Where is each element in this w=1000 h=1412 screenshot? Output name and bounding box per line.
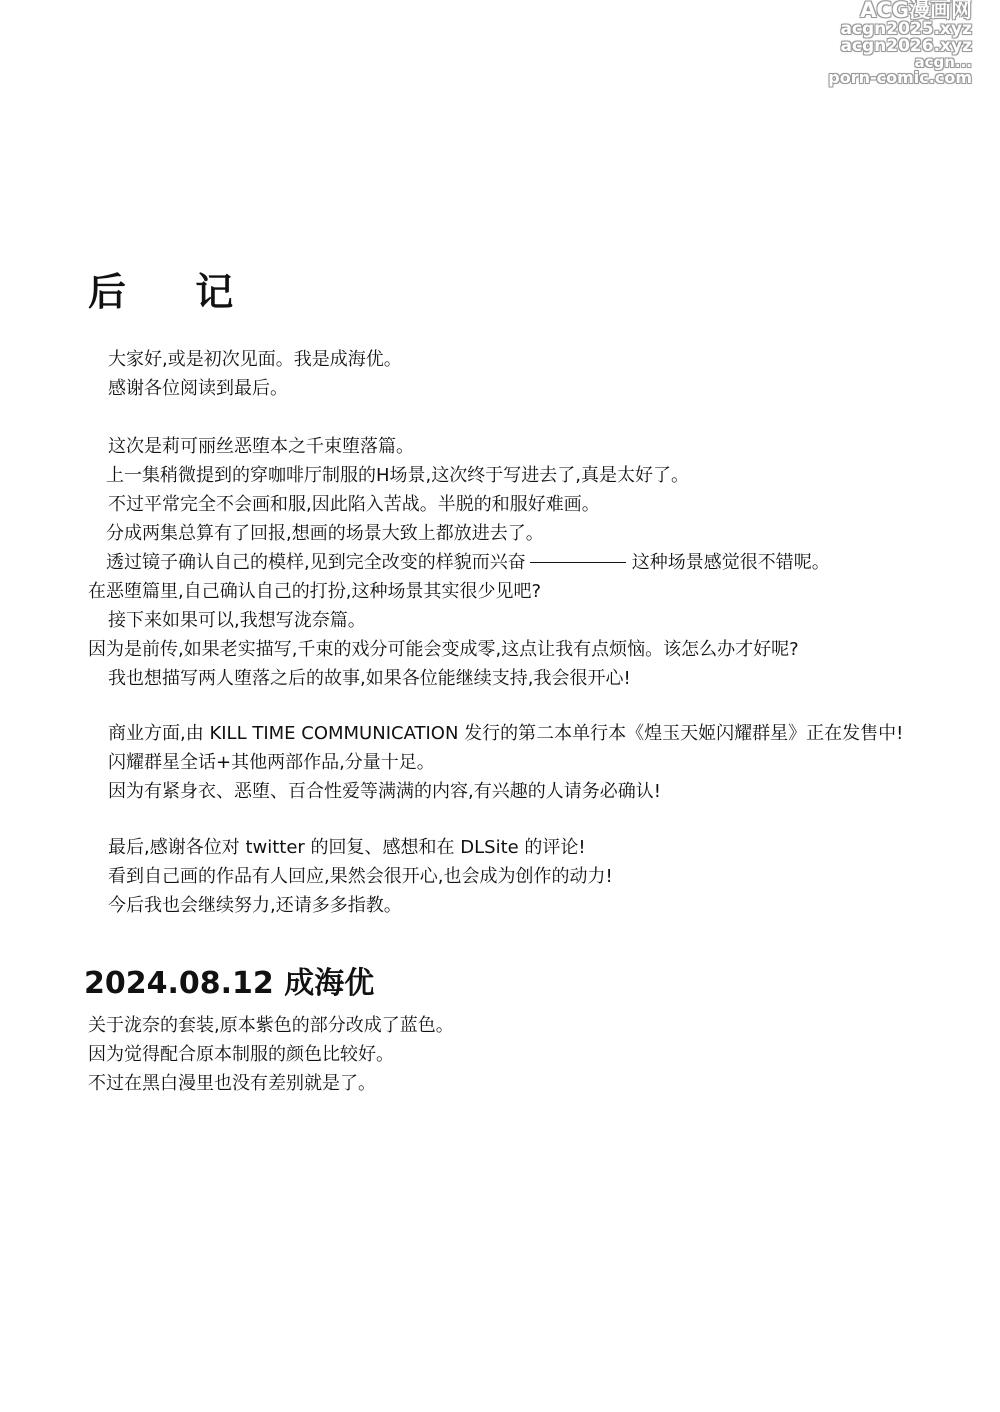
text-line [106, 551, 830, 575]
text-line: 大家好,或是初次见面。我是成海优。 [108, 349, 402, 370]
em-dash-rule [530, 562, 626, 564]
text-segment: 这种场景感觉很不错呢。 [631, 552, 830, 573]
page-title: 后 记 [88, 270, 262, 314]
text-line: 看到自己画的作品有人回应,果然会很开心,也会成为创作的动力! [108, 866, 613, 887]
text-line: 不过平常完全不会画和服,因此陷入苦战。半脱的和服好难画。 [108, 494, 600, 515]
watermark-line: acgn... [914, 53, 972, 71]
text-line: 因为有紧身衣、恶堕、百合性爱等满满的内容,有兴趣的人请务必确认! [108, 781, 661, 802]
text-line: 今后我也会继续努力,还请多多指教。 [108, 895, 402, 916]
text-line: 感谢各位阅读到最后。 [108, 378, 288, 399]
text-line: 闪耀群星全话+其他两部作品,分量十足。 [108, 752, 435, 773]
date-signature: 2024.08.12 成海优 [84, 966, 375, 1001]
text-line: 商业方面,由 KILL TIME COMMUNICATION 发行的第二本单行本《煌玉天姬闪耀群星》正在发售中! [108, 723, 904, 744]
watermark-line: acgn2025.xyz [840, 19, 972, 39]
text-segment: 透过镜子确认自己的模样,见到完全改变的样貌而兴奋 [106, 552, 526, 573]
postscript-line: 不过在黑白漫里也没有差别就是了。 [88, 1073, 376, 1094]
text-line: 分成两集总算有了回报,想画的场景大致上都放进去了。 [106, 523, 544, 544]
watermark-line: ACG漫画网 [860, 0, 972, 22]
site-watermark [822, 0, 972, 86]
text-line: 上一集稍微提到的穿咖啡厅制服的H场景,这次终于写进去了,真是太好了。 [106, 465, 689, 486]
text-line: 因为是前传,如果老实描写,千束的戏分可能会变成零,这点让我有点烦恼。该怎么办才好呢? [88, 639, 799, 660]
text-line: 在恶堕篇里,自己确认自己的打扮,这种场景其实很少见吧? [88, 581, 541, 602]
text-line: 这次是莉可丽丝恶堕本之千束堕落篇。 [108, 436, 414, 457]
postscript-line: 因为觉得配合原本制服的颜色比较好。 [88, 1044, 394, 1065]
text-line: 接下来如果可以,我想写泷奈篇。 [108, 610, 366, 631]
text-line: 我也想描写两人堕落之后的故事,如果各位能继续支持,我会很开心! [108, 668, 631, 689]
text-line: 最后,感谢各位对 twitter 的回复、感想和在 DLSite 的评论! [108, 837, 586, 858]
watermark-line: porn-comic.com [828, 68, 972, 87]
watermark-line: acgn2026.xyz [840, 36, 972, 56]
postscript-line: 关于泷奈的套装,原本紫色的部分改成了蓝色。 [88, 1015, 454, 1036]
